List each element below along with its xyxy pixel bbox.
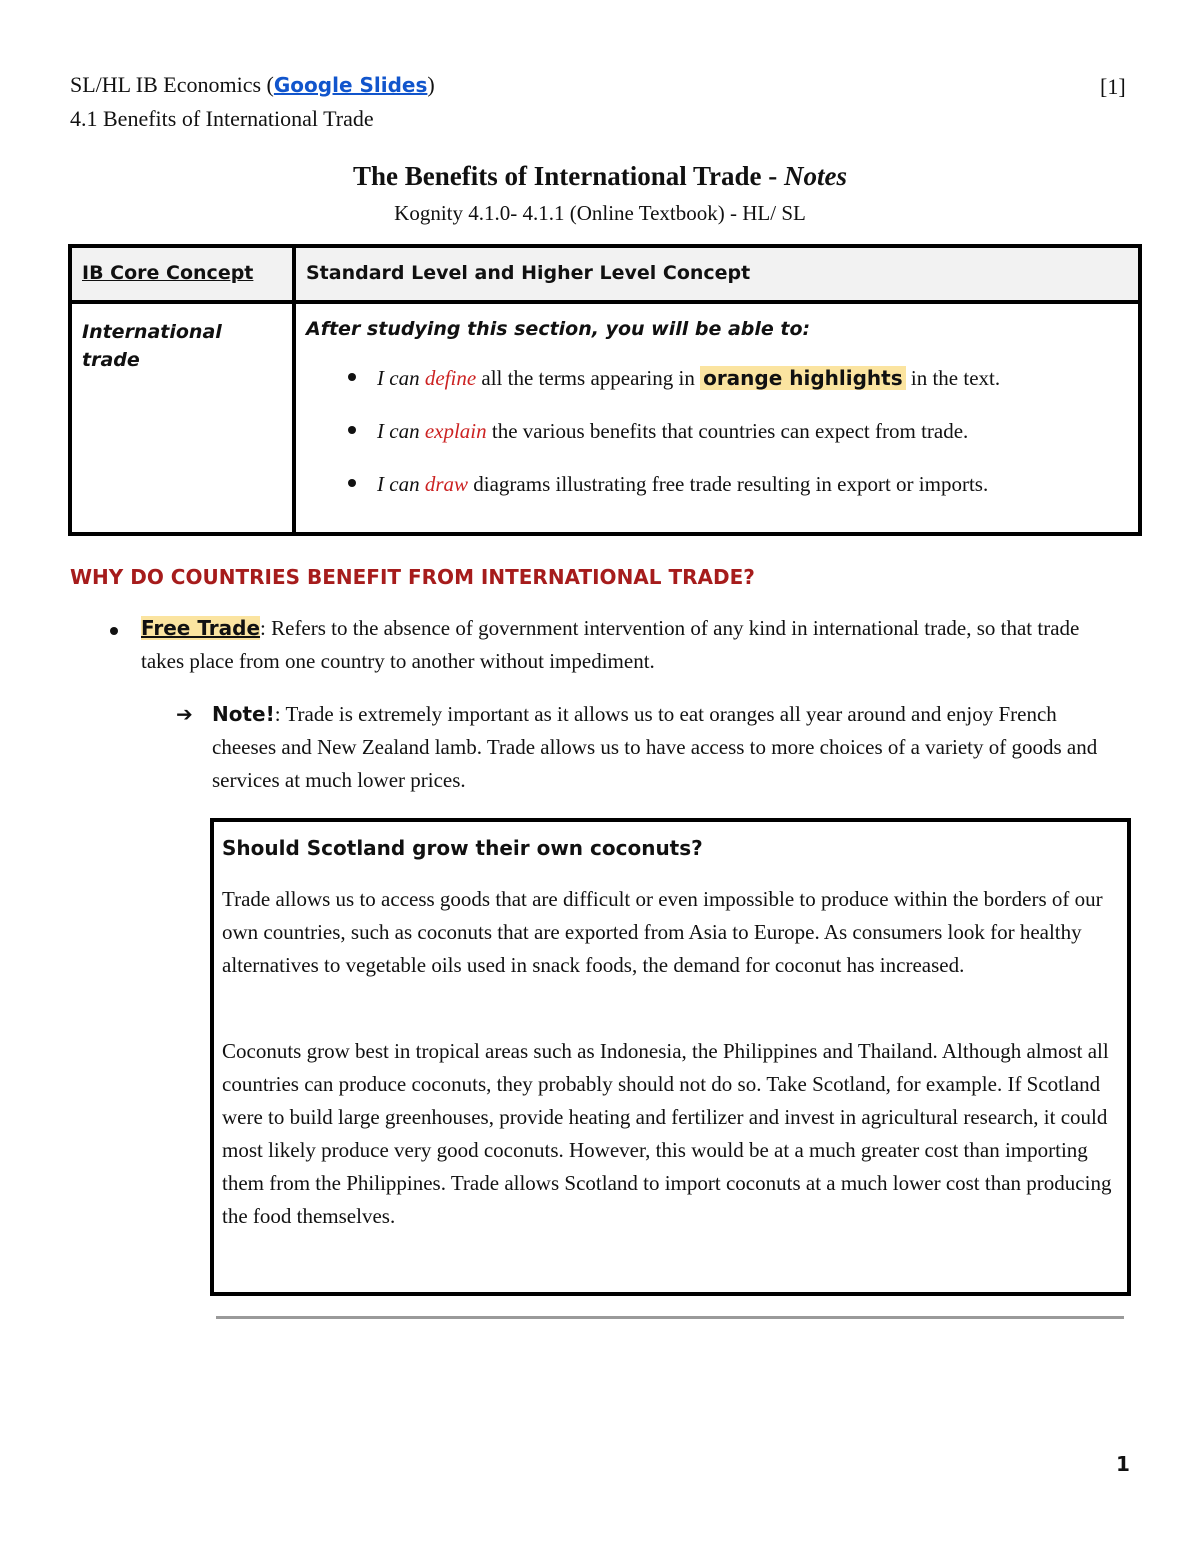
- objective-item: [377, 368, 1138, 421]
- document-title: [0, 161, 1200, 192]
- unit-label: 4.1 Benefits of International Trade: [70, 106, 374, 131]
- core-concept: International trade: [82, 321, 222, 371]
- bullet-icon: [348, 373, 356, 381]
- definition-text: : Refers to the absence of government intervention of any kind in international trade, so that trade takes place from one country to another without impediment.: [141, 616, 1080, 673]
- page-marker: [1]: [1100, 74, 1126, 99]
- note-paragraph: [212, 698, 1107, 797]
- core-concept-cell: [70, 302, 294, 534]
- bullet-icon: [110, 627, 118, 635]
- objective-lead: I can: [377, 419, 425, 443]
- objective-verb: draw: [424, 472, 469, 496]
- google-slides-link[interactable]: Google Slides: [273, 73, 428, 97]
- title-italic: Notes: [784, 161, 847, 191]
- free-trade-definition: [141, 612, 1101, 678]
- horizontal-divider: [216, 1316, 1124, 1319]
- objective-text-end: in the text.: [905, 366, 1001, 390]
- objective-text: all the terms appearing in: [476, 366, 701, 390]
- case-study-box: [210, 818, 1131, 1296]
- bullet-icon: [348, 426, 356, 434]
- table-header-level: [294, 246, 1140, 302]
- section-heading: WHY DO COUNTRIES BENEFIT FROM INTERNATIONAL TRADE?: [70, 565, 755, 589]
- col1-header: IB Core Concept: [82, 262, 254, 284]
- note-text: : Trade is extremely important as it allows us to eat oranges all year around and enjoy French cheeses and New Zealand lamb. Trade allows us to have access to more choices of a variety of goods and services at much lower prices.: [212, 702, 1098, 792]
- case-study-paragraph-2: Coconuts grow best in tropical areas such as Indonesia, the Philippines and Thailand. Although almost all countries can produce coconuts, they probably should not do so. Take Scotland, for example. If Scotland were to build large greenhouses, provide heating and fertilizer and invest in agricultural research, it could most likely produce very good coconuts. However, this would be at a much greater cost than importing them from the Philippines. Trade allows Scotland to import coconuts at a much lower cost than producing the food themselves.: [222, 1039, 1112, 1228]
- orange-highlight: orange highlights: [700, 366, 906, 390]
- col2-header: Standard Level and Higher Level Concept: [306, 262, 751, 284]
- case-study-paragraph-1: Trade allows us to access goods that are difficult or even impossible to produce within the borders of our own countries, such as coconuts that are exported from Asia to Europe. As consumers look for healthy alternatives to vegetable oils used in snack foods, the demand for coconut has increased.: [222, 887, 1103, 977]
- objective-item: [377, 474, 1138, 527]
- objective-lead: I can: [377, 472, 425, 496]
- objectives-cell: [294, 302, 1140, 534]
- objective-verb: define: [424, 366, 477, 390]
- title-main: The Benefits of International Trade -: [353, 161, 784, 191]
- course-suffix: ): [427, 72, 435, 97]
- course-header: [70, 74, 435, 96]
- concept-table: [68, 244, 1142, 536]
- objective-item: [377, 421, 1138, 474]
- case-study-title: Should Scotland grow their own coconuts?: [222, 836, 703, 860]
- objectives-list: [377, 368, 1138, 527]
- objective-text: diagrams illustrating free trade resulting in export or imports.: [468, 472, 989, 496]
- bullet-icon: [348, 479, 356, 487]
- objectives-intro: After studying this section, you will be able to:: [306, 318, 811, 340]
- page-number: 1: [1116, 1452, 1130, 1476]
- objective-text: the various benefits that countries can expect from trade.: [486, 419, 969, 443]
- arrow-right-icon: ➔: [176, 702, 193, 726]
- objective-verb: explain: [424, 419, 487, 443]
- document-subtitle: Kognity 4.1.0- 4.1.1 (Online Textbook) - HL/ SL: [394, 201, 806, 225]
- free-trade-term: Free Trade: [141, 616, 261, 640]
- course-prefix: SL/HL IB Economics (: [70, 72, 274, 97]
- objective-lead: I can: [377, 366, 425, 390]
- table-header-core: [70, 246, 294, 302]
- note-label: Note!: [212, 702, 275, 726]
